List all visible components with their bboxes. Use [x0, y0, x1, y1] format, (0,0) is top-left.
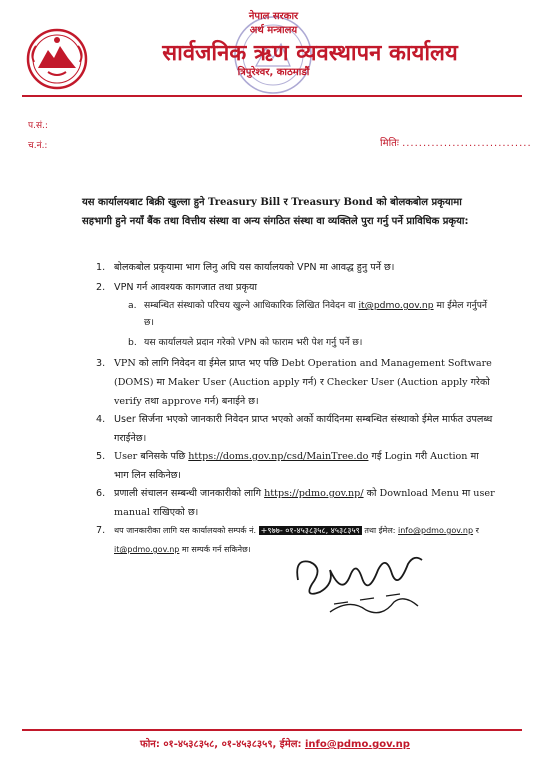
date-label: मितिः — [380, 138, 399, 149]
step-number: 1. — [96, 262, 106, 273]
nepal-emblem-logo — [26, 28, 88, 90]
step-number: 2. — [96, 282, 106, 293]
intro-paragraph — [82, 193, 490, 231]
step-number: 6. — [96, 488, 106, 499]
step-text: VPN गर्न आवश्यक कागजात तथा प्रकृया — [114, 282, 257, 293]
office-address: त्रिपुरेश्वर, काठमाडौं — [237, 67, 310, 78]
intro-text-3: को बोलकबोल प्रकृयामा सहभागी हुने नयाँ बैंक तथा वित्तीय संस्था वा अन्य संगठित संस्था वा व्यक्तिले पुरा गर्नु पर्ने प्राविधिक प्रकृया: — [82, 197, 469, 227]
government-name: नेपाल सरकार — [248, 11, 299, 22]
step-text: User सिर्जना भएको जानकारी निवेदन प्राप्त भएको अर्को कार्यदिनमा सम्बन्धित संस्थाको ईमेल मार्फत उपलब्ध गराईनेछ। — [114, 414, 493, 444]
step-text: प्रणाली संचालन सम्बन्धी जानकारीको लागि — [114, 488, 265, 499]
it-email-link[interactable]: it@pdmo.gov.np — [358, 300, 434, 311]
handwritten-signature — [290, 540, 430, 620]
sub-step-text: सम्बन्धित संस्थाको परिचय खुल्ने आधिकारिक लिखित निवेदन वा — [144, 300, 359, 311]
list-item-step-2 — [96, 278, 496, 297]
list-item-step-3 — [96, 354, 496, 411]
list-item-step-6 — [96, 484, 496, 522]
ref-number-label: प.सं.: — [28, 121, 48, 131]
date-field — [380, 135, 532, 149]
it-email-link-2[interactable]: it@pdmo.gov.np — [114, 545, 180, 554]
footer-phone-label: फोन: — [140, 739, 164, 750]
list-item-step-4 — [96, 410, 496, 448]
list-item-step-5 — [96, 447, 496, 485]
step-number: 7. — [96, 525, 106, 536]
ministry-name: अर्थ मन्त्रालय — [249, 25, 298, 36]
step-text-end: गई Login गरी Auction मा भाग लिन सकिनेछ। — [114, 451, 479, 481]
treasury-bill-text: Treasury Bill — [208, 197, 281, 208]
sub-step-label: a. — [128, 300, 137, 311]
pdmo-url-link[interactable]: https://pdmo.gov.np/ — [264, 488, 364, 499]
office-name: सार्वजनिक ऋण व्यवस्थापन कार्यालय — [162, 41, 458, 66]
step-text-end: मा सम्पर्क गर्न सकिनेछ। — [179, 545, 251, 554]
step-text: थप जानकारीका लागि यस कार्यालयको सम्पर्क नं. — [114, 526, 259, 535]
info-email-link[interactable]: info@pdmo.gov.np — [398, 526, 474, 535]
intro-text-2: र — [280, 197, 292, 208]
footer-divider — [22, 729, 522, 731]
intro-text-1: यस कार्यालयबाट बिक्री खुल्ला हुने — [82, 197, 209, 208]
sub-step-text: यस कार्यालयले प्रदान गरेको VPN को फाराम भरी पेश गर्नु पर्ने छ। — [144, 337, 363, 348]
footer-email-label: ईमेल: — [276, 739, 305, 750]
date-value: ............................... — [402, 138, 532, 149]
footer-contact — [140, 736, 520, 750]
step-text: VPN को लागि निवेदन वा ईमेल प्राप्त भए पछि Debt Operation and Management Software (DOMS) मा Maker User (Auction apply गर्न) र Checker User (Auction apply गरेको verify तथा approve गर्न) बनाईने छ। — [114, 358, 492, 407]
list-item-step-2a — [128, 297, 488, 331]
treasury-bond-text: Treasury Bond — [291, 197, 373, 208]
doms-url-link[interactable]: https://doms.gov.np/csd/MainTree.do — [188, 451, 369, 462]
step-number: 3. — [96, 358, 106, 369]
step-number: 4. — [96, 414, 106, 425]
footer-email-link[interactable]: info@pdmo.gov.np — [304, 739, 410, 750]
list-item-step-2b — [128, 334, 488, 351]
step-number: 5. — [96, 451, 106, 462]
footer-phone-numbers: ०१-४५३८३५८, ०१-४५३८३५९, — [163, 739, 277, 750]
phone-numbers-redacted: +९७७- ०१-४५३८३५८, ४५३८३५९ — [260, 526, 360, 535]
step-text-end: को Download Menu मा user manual राखिएको छ। — [114, 488, 495, 518]
step-text: बोलकबोल प्रकृयामा भाग लिनु अघि यस कार्यालयको VPN मा आवद्ध हुनु पर्ने छ। — [114, 262, 395, 273]
list-item-step-1 — [96, 258, 496, 277]
sub-step-label: b. — [128, 337, 137, 348]
sub-step-text-end: मा ईमेल गर्नुपर्ने छ। — [144, 300, 488, 328]
step-text-mid: तथा ईमेल: — [361, 526, 399, 535]
header-divider — [22, 95, 522, 97]
conjunction-text: र — [473, 526, 479, 535]
step-text: User बनिसके पछि — [114, 451, 189, 462]
dispatch-number-label: च.नं.: — [28, 141, 48, 151]
